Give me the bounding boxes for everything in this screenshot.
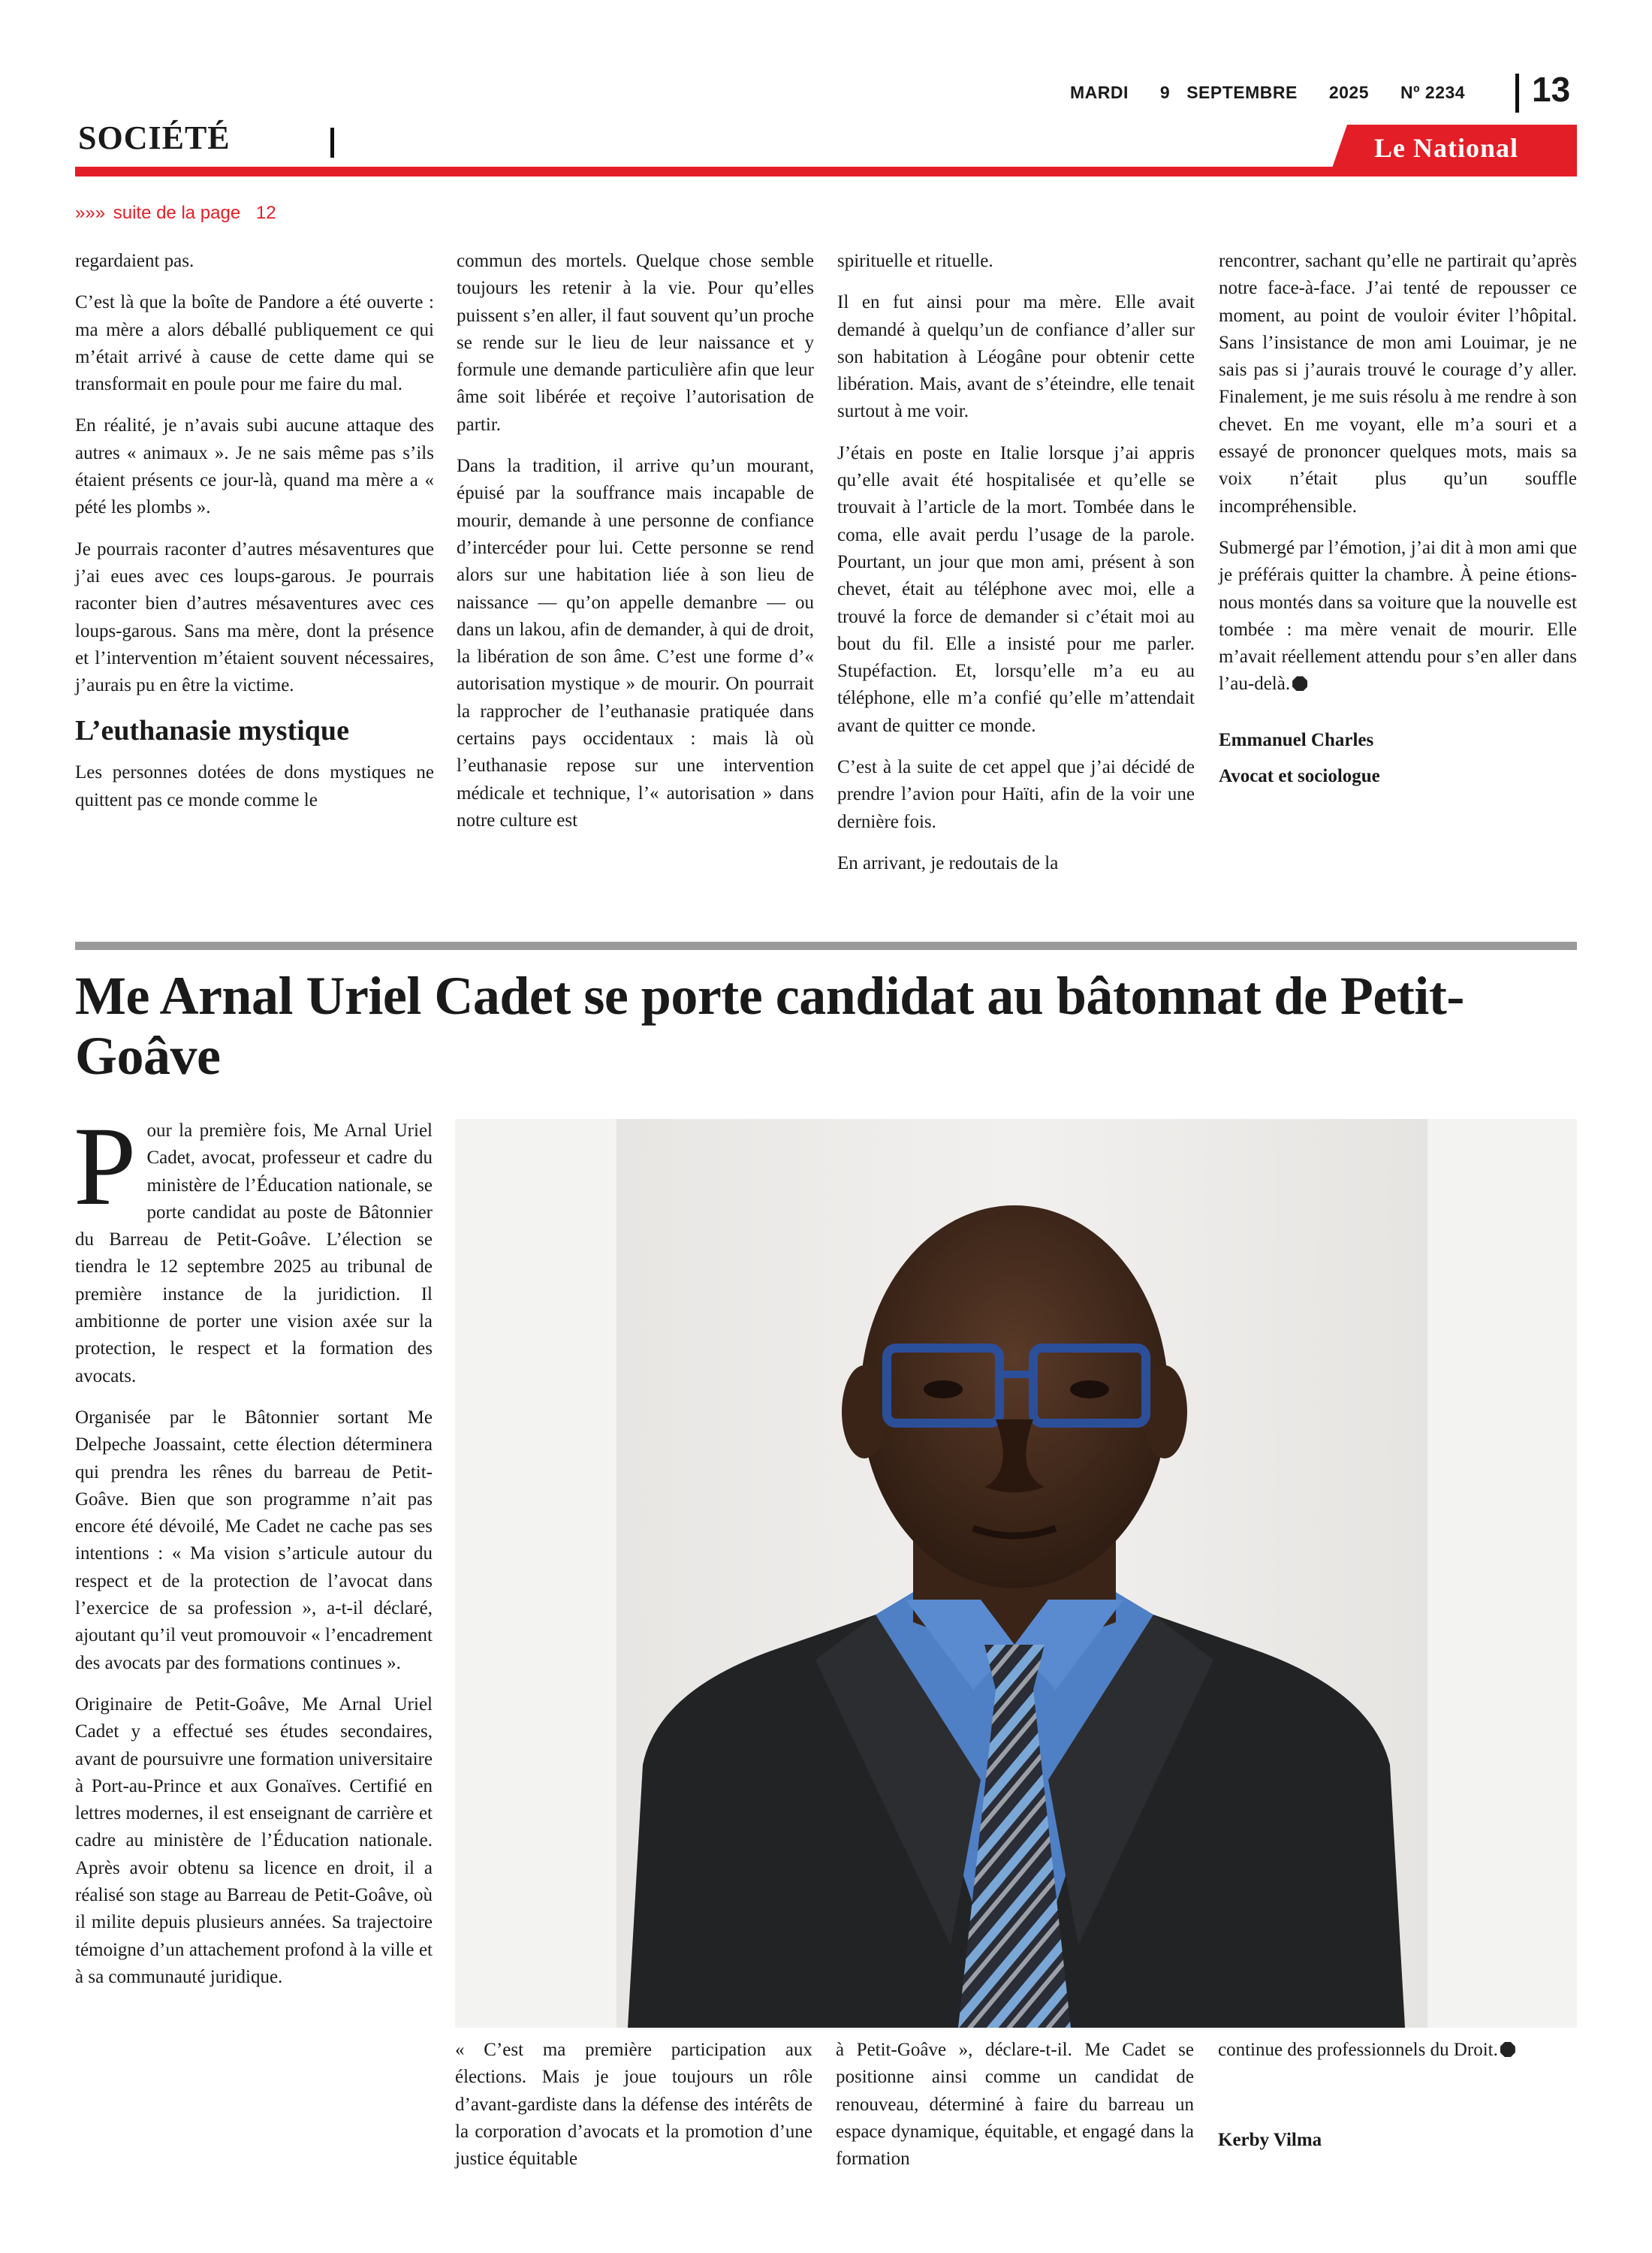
article1-column-4 (1219, 248, 1577, 799)
paragraph: Il en fut ainsi pour ma mère. Elle avait demandé à quelqu’un de confiance d’aller sur son habitation à Léogâne pour obtenir cette libération. Mais, avant de s’éteindre, elle tenait surtout à me voir. (837, 292, 1195, 422)
paragraph: « C’est ma première participation aux élections. Mais je joue toujours un rôle d’avant-gardiste dans la défense des intérêts de la corporation d’avocats et la promotion d’une justice équitable (455, 2040, 812, 2170)
section-divider (330, 128, 334, 158)
paragraph: Dans la tradition, il arrive qu’un mourant, épuisé par la souffrance mais incapable de mourir, demande à une personne de confiance d’intercéder pour lui. Cette personne se rend alors sur une habitation liée à son lieu de naissance — qu’on appelle demanbre — ou dans un lakou, afin de demander, à qui de droit, la libération de son âme. C’est une forme d’« autorisation mystique » de mourir. On pourrait la rapprocher de l’euthanasie pratiquée dans certains pays occidentaux : mais là où l’euthanasie repose sur une intervention médicale et technique, l’« autorisation » dans notre culture est (457, 456, 814, 831)
article2-column-1 (74, 1104, 433, 2005)
portrait-illustration (455, 1119, 1577, 2028)
paragraph: à Petit-Goâve », déclare-t-il. Me Cadet se positionne ainsi comme un candidat de renouveau, déterminé à faire du barreau un espace dynamique, équitable, et engagé dans la formation (836, 2040, 1194, 2170)
paragraph: Organisée par le Bâtonnier sortant Me Delpeche Joassaint, cette élection déterminera qui prendra les rênes du barreau de Petit-Goâve. Bien que son programme n’ait pas encore été dévoilé, Me Cadet ne cache pas ses intentions : « Ma vision s’articule autour du respect et de la protection de l’avocat dans l’exercice de sa profession », a-t-il déclaré, ajoutant qu’il veut promouvoir « l’encadrement des avocats par des formations continues ». (75, 1407, 433, 1673)
portrait-photo (455, 1119, 1577, 2028)
page-number-divider (1515, 74, 1519, 113)
paragraph: J’étais en poste en Italie lorsque j’ai appris qu’elle avait été hospitalisée et qu’elle se trouvait à l’article de la mort. Tombée dans le coma, elle avait perdu l’usage de la parole. Pourtant, un jour que mon ami, présent à son chevet, était au téléphone avec moi, elle a trouvé la force de demander si c’était moi au bout du fil. Elle a insisté pour me parler. Stupéfaction. Et, lorsqu’elle m’a eu au téléphone, elle m’a confié qu’elle m’attendait avant de quitter ce monde. (837, 442, 1195, 736)
issue-number: Nº 2234 (1400, 83, 1466, 102)
paragraph-text: our la première fois, Me Arnal Uriel Cadet, avocat, professeur et cadre du ministère de l’Éducation nationale, se porte candidat au poste de Bâtonnier du Barreau de Petit-Goâve. L’élection se tiendra le 12 septembre 2025 au tribunal de première instance de la juridiction. Il ambitionne de porter une vision axée sur la protection, le respect et la formation des avocats. (75, 1120, 433, 1386)
section-title: SOCIÉTÉ (78, 119, 231, 156)
paragraph: C’est à la suite de cet appel que j’ai décidé de prendre l’avion pour Haïti, afin de la voir une dernière fois. (837, 757, 1195, 832)
year: 2025 (1328, 83, 1369, 102)
paragraph: rencontrer, sachant qu’elle ne partirait qu’après notre face-à-face. J’ai tenté de repousser ce moment, au point de vouloir éviter l’hôpital. Sans l’insistance de mon ami Louimar, je ne sais pas si j’aurais trouvé le courage d’y aller. Finalement, je me suis résolu à me rendre à son chevet. En me voyant, elle m’a souri et a essayé de prononcer quelques mots, mais sa voix n’était plus qu’un souffle incompréhensible. (1219, 251, 1577, 517)
continued-arrows: »»» (75, 203, 106, 223)
continued-page: 12 (255, 203, 276, 223)
month: SEPTEMBRE (1186, 83, 1298, 102)
author-name: Kerby Vilma (1218, 2130, 1322, 2151)
end-of-article-icon (1292, 676, 1307, 691)
drop-cap: P (74, 1104, 137, 1229)
date-number: 9 (1159, 83, 1171, 102)
paragraph-text: Submergé par l’émotion, j’ai dit à mon ami que je préférais quitter la chambre. À peine étions-nous montés dans sa voiture que la nouvelle est tombée : ma mère venait de mourir. Elle m’avait réellement attendu pour s’en aller dans l’au-delà. (1219, 537, 1577, 695)
masthead-logo: Le National (1374, 133, 1519, 163)
article1-column-1 (75, 248, 434, 828)
article2-column-3 (836, 2037, 1194, 2187)
continued-from (75, 203, 276, 224)
end-of-article-icon (1500, 2042, 1515, 2057)
paragraph-text: continue des professionnels du Droit. (1218, 2040, 1498, 2060)
author-name: Emmanuel Charles (1219, 729, 1374, 750)
article1-column-2 (457, 248, 814, 849)
article-separator (75, 942, 1577, 950)
paragraph: C’est là que la boîte de Pandore a été ouverte : ma mère a alors déballé publiquement ce qui m’était arrivé à cause de cette dame qui se transformait en poule pour me faire du mal. (75, 292, 434, 395)
article2-column-4 (1218, 2037, 1577, 2164)
paragraph: spirituelle et rituelle. (837, 251, 993, 271)
paragraph: commun des mortels. Quelque chose semble toujours les retenir à la vie. Pour qu’elles puissent s’en aller, il faut souvent qu’un proche se rende sur le lieu de leur naissance et y formule une demande particulière afin que leur âme soit libérée et reçoive l’autorisation de partir. (457, 251, 814, 435)
author-title: Avocat et sociologue (1219, 766, 1380, 787)
paragraph: Les personnes dotées de dons mystiques ne quittent pas ce monde comme le (75, 762, 434, 810)
page-number: 13 (1532, 70, 1571, 109)
paragraph: regardaient pas. (75, 251, 194, 271)
paragraph: En réalité, je n’avais subi aucune attaque des autres « animaux ». Je ne sais même pas s’ils étaient présents ce jour-là, quand ma mère a « pété les plombs ». (75, 415, 434, 518)
lead-paragraph (74, 1104, 433, 1390)
date-line (1070, 83, 1491, 108)
subheading: L’euthanasie mystique (75, 715, 349, 747)
article-headline: Me Arnal Uriel Cadet se porte candidat au bâtonnat de Petit-Goâve (75, 966, 1464, 1086)
paragraph: Je pourrais raconter d’autres mésaventures que j’ai eues avec ces loups-garous. Je pourrais raconter bien d’autres mésaventures avec ces loups-garous. Sans ma mère, dont la présence et l’intervention m’étaient souvent nécessaires, j’aurais pu en être la victime. (75, 538, 434, 696)
paragraph: En arrivant, je redoutais de la (837, 852, 1059, 873)
paragraph (1219, 535, 1577, 698)
paragraph (1218, 2037, 1577, 2064)
continued-label: suite de la page (113, 203, 241, 223)
article1-column-3 (837, 248, 1195, 891)
article2-column-2 (455, 2037, 812, 2187)
paragraph: Originaire de Petit-Goâve, Me Arnal Uriel Cadet y a effectué ses études secondaires, avant de poursuivre une formation universitaire à Port-au-Prince et aux Gonaïves. Certifié en lettres modernes, il est enseignant de carrière et cadre au ministère de l’Éducation nationale. Après avoir obtenu sa licence en droit, il a réalisé son stage au Barreau de Petit-Goâve, où il milite depuis plusieurs années. Sa trajectoire témoigne d’un attachement profond à la ville et à sa communauté juridique. (75, 1694, 433, 1987)
day: MARDI (1070, 83, 1129, 102)
